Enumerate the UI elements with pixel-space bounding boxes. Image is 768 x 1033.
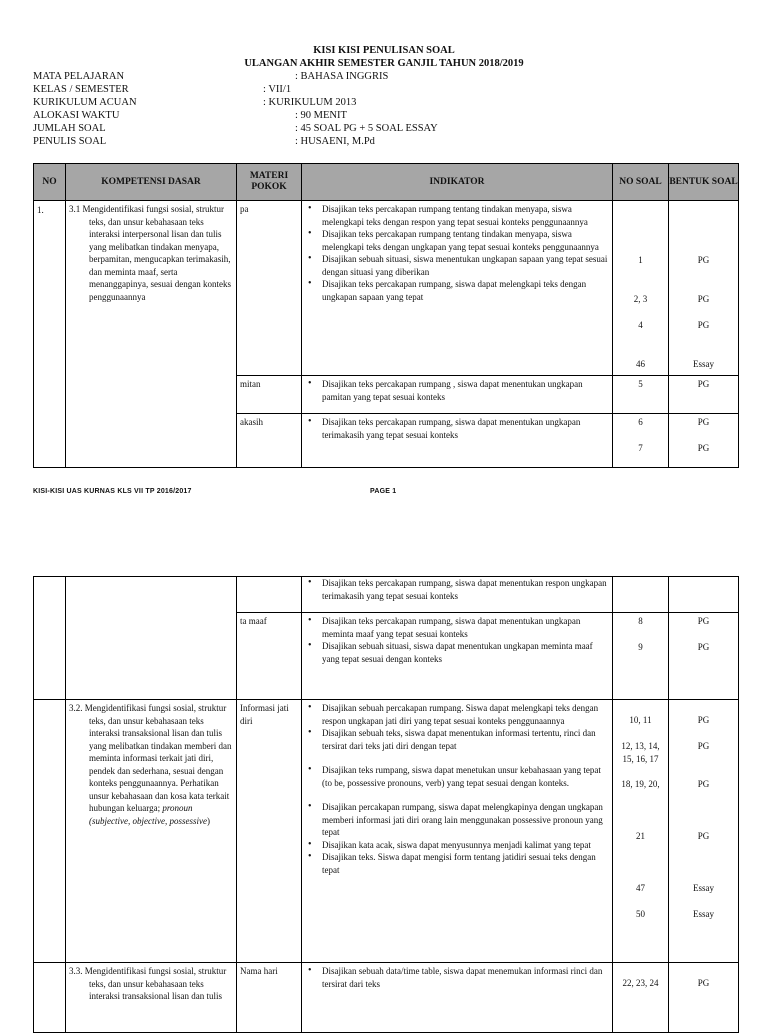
info-label-author: PENULIS SOAL	[33, 136, 107, 147]
soal-number: 10, 11	[629, 715, 652, 725]
info-value-class: : VII/1	[263, 84, 292, 95]
bentuk-cell	[669, 613, 739, 700]
bentuk-value: PG	[697, 417, 710, 427]
indikator-cell	[302, 700, 613, 963]
table-row	[34, 963, 739, 1033]
indikator-item: • Disajikan teks. Siswa dapat mengisi form tentang jatidiri sesuai teks dengan tepat	[322, 851, 608, 876]
materi-cell: Informasi jati diri	[237, 700, 302, 963]
indikator-item: • Disajikan sebuah teks, siswa dapat menentukan informasi tertentu, rinci dan tersirat dari teks jati diri dengan tepat	[322, 727, 608, 752]
indikator-item: • Disajikan sebuah percakapan rumpang. Siswa dapat melengkapi teks dengan respon ungkapan jati diri yang tepat sesuai konteks penggunaannya	[322, 702, 608, 727]
no-soal-cell	[613, 613, 669, 700]
kd-text	[69, 702, 234, 827]
bentuk-value: PG	[697, 294, 710, 304]
col-header-materi: MATERI POKOK	[237, 164, 302, 201]
indikator-cell	[302, 201, 613, 376]
table-row	[34, 577, 739, 613]
kd-description: Mengidentifikasi fungsi sosial, struktur teks, dan unsur kebahasaan teks interaksi interpersonal lisan dan tulis yang melibatkan tindakan menyapa, berpamitan, mengucapkan terimakasih, dan meminta maaf, serta menanggapinya, sesuai dengan konteks penggunaannya	[82, 204, 231, 302]
bentuk-value: PG	[697, 831, 710, 841]
kd-end: )	[206, 815, 210, 826]
no-soal-cell	[613, 963, 669, 1033]
kd-number: 3.3.	[69, 966, 83, 976]
bentuk-value: PG	[697, 255, 710, 265]
bentuk-value: PG	[697, 779, 710, 789]
indikator-cell	[302, 613, 613, 700]
row-number	[34, 963, 66, 1033]
no-soal-cell	[613, 414, 669, 468]
bentuk-cell	[669, 700, 739, 963]
bentuk-value: Essay	[693, 359, 714, 369]
soal-number: 8	[638, 616, 643, 626]
indikator-item: • Disajikan teks percakapan rumpang tentang tindakan menyapa, siswa melengkapi teks dengan ungkapan yang tepat sesuai konteks penggunaannya	[322, 228, 608, 253]
row-number	[34, 577, 66, 700]
info-value-count: : 45 SOAL PG + 5 SOAL ESSAY	[295, 123, 438, 134]
indikator-item: • Disajikan teks percakapan rumpang, siswa dapat menentukan ungkapan terimakasih yang tepat sesuai konteks	[322, 416, 608, 441]
soal-number: 12, 13, 14, 15, 16, 17	[621, 741, 660, 764]
indikator-cell	[302, 963, 613, 1033]
no-soal-cell	[613, 201, 669, 376]
info-value-curriculum: : KURIKULUM 2013	[263, 97, 357, 108]
col-header-bentuk: BENTUK SOAL	[669, 164, 739, 201]
footer-page-number: PAGE 1	[370, 488, 397, 495]
materi-cell: pa	[237, 201, 302, 376]
indikator-cell	[302, 577, 613, 613]
bentuk-value: PG	[697, 616, 710, 626]
bentuk-value: PG	[697, 443, 710, 453]
bentuk-value: Essay	[693, 909, 714, 919]
kd-description: Mengidentifikasi fungsi sosial, struktur teks, dan unsur kebahasaan teks interaksi transaksional lisan dan tulis	[84, 966, 227, 1001]
bentuk-cell	[669, 414, 739, 468]
soal-number: 7	[638, 443, 643, 453]
row-number: 1.	[34, 201, 66, 468]
soal-number: 22, 23, 24	[622, 978, 659, 988]
col-header-no-soal: NO SOAL	[613, 164, 669, 201]
materi-cell: ta maaf	[237, 613, 302, 700]
indikator-item: • Disajikan teks percakapan rumpang, siswa dapat melengkapi teks dengan ungkapan sapaan yang tepat	[322, 278, 608, 303]
soal-number: 50	[636, 909, 645, 919]
soal-number: 4	[638, 320, 643, 330]
bentuk-cell	[669, 963, 739, 1033]
bentuk-cell	[669, 201, 739, 376]
col-header-indikator: INDIKATOR	[302, 164, 613, 201]
materi-cell: Nama hari	[237, 963, 302, 1033]
footer-title: KISI-KISI UAS KURNAS KLS VII TP 2016/2017	[33, 488, 192, 495]
table-header-row	[34, 164, 739, 201]
materi-cell: mitan	[237, 376, 302, 414]
bentuk-value: Essay	[693, 883, 714, 893]
indikator-item: • Disajikan sebuah situasi, siswa dapat menentukan ungkapan meminta maaf yang tepat sesuai dengan konteks	[322, 640, 608, 665]
materi-cell	[237, 577, 302, 613]
kd-description: Mengidentifikasi fungsi sosial, struktur teks, dan unsur kebahasaan teks interaksi transaksional lisan dan tulis yang melibatkan tindakan memberi dan meminta informasi terkait jati diri, pendek dan sederhana, sesuai dengan konteks penggunaannya. Perhatikan unsur kebahasaan dan kosa kata terkait hubungan keluarga;	[84, 703, 232, 813]
indikator-item: • Disajikan sebuah data/time table, siswa dapat menemukan informasi rinci dan tersirat dari teks	[322, 965, 608, 990]
soal-number: 46	[636, 359, 645, 369]
bentuk-value: PG	[697, 642, 710, 652]
kd-cell	[66, 577, 237, 700]
indikator-cell	[302, 376, 613, 414]
kd-italic-text: pronoun (subjective, objective, possessive	[89, 803, 207, 826]
kd-cell	[66, 201, 237, 468]
document-subtitle: ULANGAN AKHIR SEMESTER GANJIL TAHUN 2018/2019	[244, 58, 524, 69]
kd-cell	[66, 963, 237, 1033]
indikator-item: • Disajikan teks percakapan rumpang, siswa dapat menentukan respon ungkapan terimakasih yang tepat sesuai konteks	[322, 577, 608, 602]
kd-cell	[66, 700, 237, 963]
info-label-count: JUMLAH SOAL	[33, 123, 106, 134]
info-label-time: ALOKASI WAKTU	[33, 110, 120, 121]
indikator-item: • Disajikan teks percakapan rumpang , siswa dapat menentukan ungkapan pamitan yang tepat sesuai konteks	[322, 378, 608, 403]
table-row	[34, 201, 739, 376]
info-value-time: : 90 MENIT	[295, 110, 347, 121]
materi-cell: akasih	[237, 414, 302, 468]
info-value-author: : HUSAENI, M.Pd	[295, 136, 375, 147]
kd-number: 3.2.	[69, 703, 83, 713]
col-header-no: NO	[34, 164, 66, 201]
indikator-item: • Disajikan teks rumpang, siswa dapat menetukan unsur kebahasaan yang tepat (to be, possessive pronouns, verb) yang tepat sesuai dengan konteks.	[322, 764, 608, 789]
indikator-item: • Disajikan kata acak, siswa dapat menyusunnya menjadi kalimat yang tepat	[322, 839, 608, 852]
bentuk-value: PG	[697, 715, 710, 725]
row-number	[34, 700, 66, 963]
kisi-table-page1	[33, 163, 739, 468]
bentuk-value: PG	[669, 376, 739, 414]
soal-number: 2, 3	[633, 294, 648, 304]
info-value-subject: : BAHASA INGGRIS	[295, 71, 389, 82]
soal-number: 9	[638, 642, 643, 652]
bentuk-value: PG	[697, 978, 710, 988]
kd-number: 3.1	[69, 204, 81, 214]
kd-text	[69, 965, 234, 1003]
bentuk-cell	[669, 577, 739, 613]
no-soal-cell	[613, 700, 669, 963]
soal-number: 1	[638, 255, 643, 265]
indikator-item: • Disajikan sebuah situasi, siswa menentukan ungkapan sapaan yang tepat sesuai dengan situasi yang diberikan	[322, 253, 608, 278]
kisi-table-page2	[33, 576, 739, 1033]
kd-text	[69, 203, 234, 303]
bentuk-value: PG	[697, 320, 710, 330]
col-header-kd: KOMPETENSI DASAR	[66, 164, 237, 201]
document-title: KISI KISI PENULISAN SOAL	[313, 45, 455, 56]
info-label-class: KELAS / SEMESTER	[33, 84, 129, 95]
soal-number: 21	[636, 831, 645, 841]
indikator-item: • Disajikan percakapan rumpang, siswa dapat melengkapinya dengan ungkapan memberi informasi jati diri orang lain menggunakan possessive pronoun yang tepat	[322, 801, 608, 839]
soal-number: 5	[613, 376, 669, 414]
indikator-item: • Disajikan teks percakapan rumpang, siswa dapat menentukan ungkapan meminta maaf yang tepat sesuai konteks	[322, 615, 608, 640]
info-label-subject: MATA PELAJARAN	[33, 71, 125, 82]
soal-number: 6	[638, 417, 643, 427]
table-row	[34, 700, 739, 963]
soal-number: 18, 19, 20,	[621, 779, 660, 789]
info-label-curriculum: KURIKULUM ACUAN	[33, 97, 137, 108]
soal-number: 47	[636, 883, 645, 893]
indikator-cell	[302, 414, 613, 468]
no-soal-cell	[613, 577, 669, 613]
bentuk-value: PG	[697, 741, 710, 751]
indikator-item: • Disajikan teks percakapan rumpang tentang tindakan menyapa, siswa melengkapi teks dengan respon yang tepat sesuai konteks penggunaannya	[322, 203, 608, 228]
